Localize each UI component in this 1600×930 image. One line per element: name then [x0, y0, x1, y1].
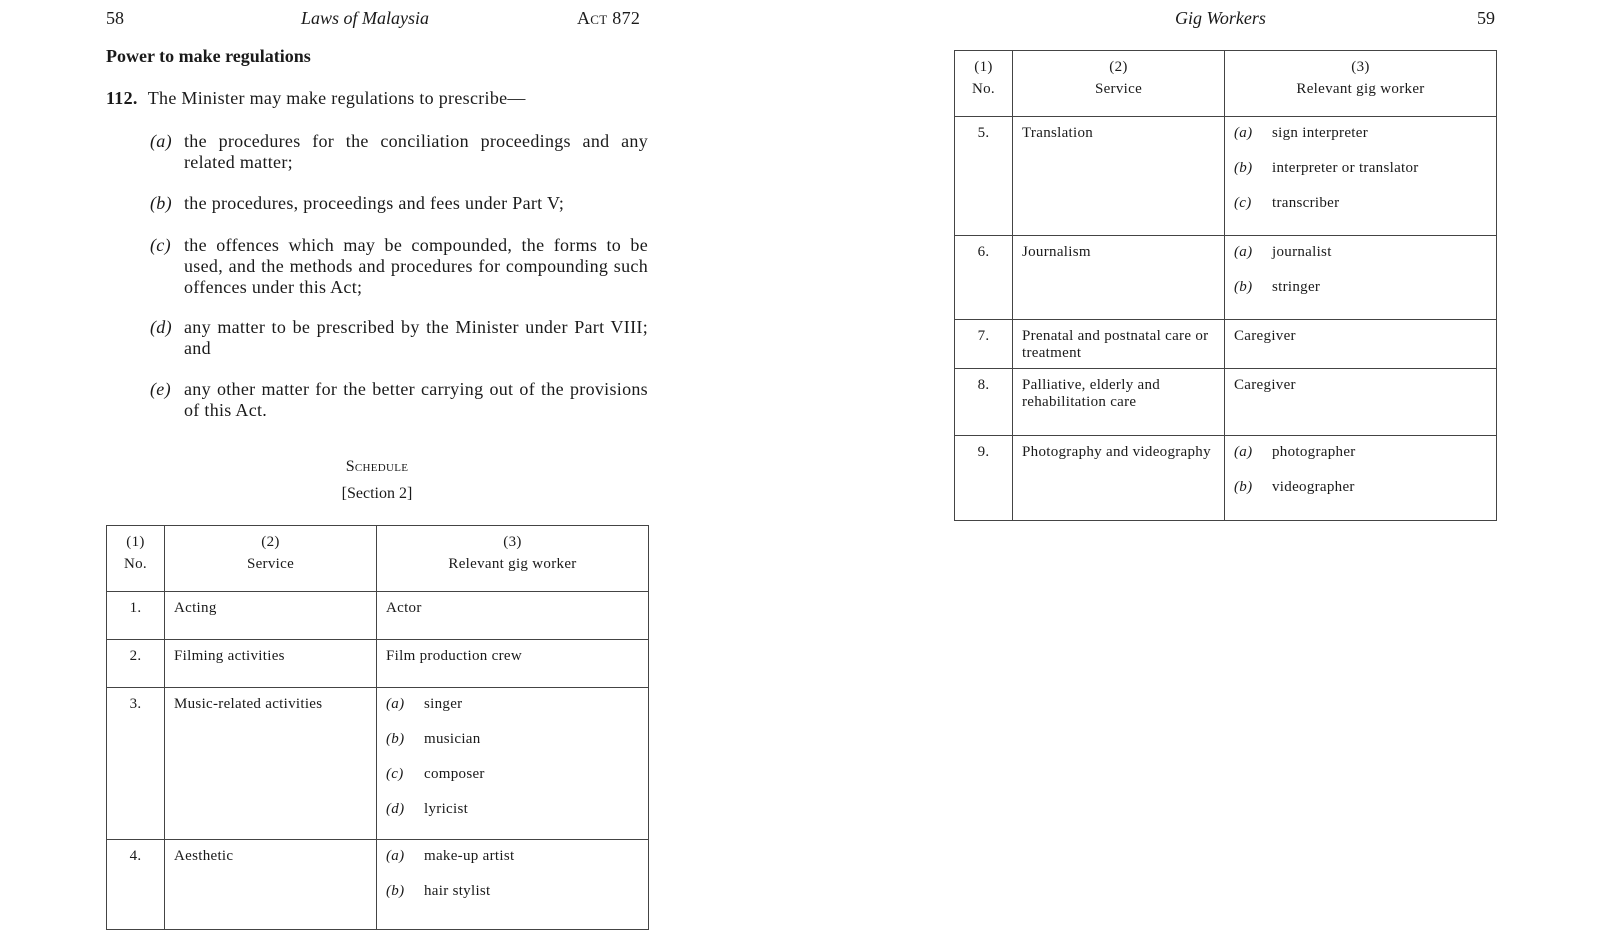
worker-item: (c) transcriber: [1234, 195, 1340, 211]
schedule-reference: [Section 2]: [341, 485, 413, 502]
row-number: 1.: [107, 592, 165, 640]
worker-item: (b) musician: [386, 731, 481, 747]
row-service: Palliative, elderly and rehabilitation care: [1013, 369, 1225, 436]
row-number: 9.: [955, 436, 1013, 521]
worker-item: (c) composer: [386, 766, 485, 782]
worker-item: (b) videographer: [1234, 479, 1355, 495]
header-service: (2) Service: [165, 526, 377, 592]
header-no: (1) No.: [107, 526, 165, 592]
running-title-right: Gig Workers: [1175, 8, 1266, 28]
table-row: [955, 117, 1497, 236]
row-worker-list: [1225, 236, 1497, 320]
paragraph-c: [106, 235, 648, 298]
row-number: 2.: [107, 640, 165, 688]
worker-item: (a) make-up artist: [386, 848, 515, 864]
row-worker-list: [377, 840, 649, 930]
row-service: Journalism: [1013, 236, 1225, 320]
header-no: (1) No.: [955, 51, 1013, 117]
page-number-right: 59: [1477, 8, 1495, 28]
paragraph-label: (a): [150, 131, 172, 151]
row-number: 6.: [955, 236, 1013, 320]
row-service: Music-related activities: [165, 688, 377, 840]
table-row: [107, 840, 649, 930]
act-number: Act 872: [577, 8, 641, 28]
paragraph-text: any other matter for the better carrying out of the provisions of this Act.: [184, 379, 648, 420]
header-service: (2) Service: [1013, 51, 1225, 117]
schedule-title: Schedule: [345, 458, 409, 475]
table-header-row: [955, 51, 1497, 117]
row-worker-list: [1225, 117, 1497, 236]
schedule-table-right: [954, 50, 1497, 521]
row-worker: Film production crew: [377, 640, 649, 688]
schedule-table-left: [106, 525, 649, 930]
row-number: 5.: [955, 117, 1013, 236]
paragraph-label: (b): [150, 193, 172, 213]
paragraph-text: the procedures, proceedings and fees under Part V;: [184, 193, 565, 213]
section-intro-text: The Minister may make regulations to prescribe—: [147, 88, 526, 108]
worker-item: (a) photographer: [1234, 444, 1356, 460]
row-service: Photography and videography: [1013, 436, 1225, 521]
table-row: [955, 236, 1497, 320]
worker-item: (b) hair stylist: [386, 883, 491, 899]
table-row: [107, 640, 649, 688]
paragraph-label: (c): [150, 235, 171, 255]
row-number: 3.: [107, 688, 165, 840]
table-row: [955, 320, 1497, 369]
row-service: Aesthetic: [165, 840, 377, 930]
worker-item: (a) sign interpreter: [1234, 125, 1369, 141]
table-row: [955, 369, 1497, 436]
section-intro: [106, 88, 526, 109]
page-number-left: 58: [106, 8, 124, 28]
worker-item: (d) lyricist: [386, 801, 469, 817]
paragraph-text: any matter to be prescribed by the Minister under Part VIII; and: [184, 317, 648, 358]
row-worker-list: [1225, 436, 1497, 521]
row-worker: Caregiver: [1225, 369, 1497, 436]
row-worker-list: [377, 688, 649, 840]
worker-item: (b) interpreter or translator: [1234, 160, 1419, 176]
header-relevant-gig-worker: (3) Relevant gig worker: [1225, 51, 1497, 117]
table-row: [107, 688, 649, 840]
table-header-row: [107, 526, 649, 592]
row-service: Prenatal and postnatal care or treatment: [1013, 320, 1225, 369]
running-title-left: Laws of Malaysia: [301, 8, 430, 28]
worker-item: (a) journalist: [1234, 244, 1332, 260]
section-number: 112.: [106, 88, 138, 108]
paragraph-d: [106, 317, 648, 359]
paragraph-text: the offences which may be compounded, the forms to be used, and the methods and procedures for compounding such offences under this Act;: [184, 235, 648, 297]
worker-item: (a) singer: [386, 696, 463, 712]
paragraph-label: (d): [150, 317, 172, 337]
row-number: 8.: [955, 369, 1013, 436]
paragraph-a: [106, 131, 648, 173]
section-heading: Power to make regulations: [106, 46, 311, 66]
row-worker: Caregiver: [1225, 320, 1497, 369]
row-service: Translation: [1013, 117, 1225, 236]
paragraph-label: (e): [150, 379, 171, 399]
header-relevant-gig-worker: (3) Relevant gig worker: [377, 526, 649, 592]
table-row: [955, 436, 1497, 521]
paragraph-b: [106, 193, 648, 214]
paragraph-text: the procedures for the conciliation proceedings and any related matter;: [184, 131, 648, 172]
row-worker: Actor: [377, 592, 649, 640]
row-service: Filming activities: [165, 640, 377, 688]
paragraph-e: [106, 379, 648, 421]
worker-item: (b) stringer: [1234, 279, 1321, 295]
table-row: [107, 592, 649, 640]
row-number: 4.: [107, 840, 165, 930]
row-number: 7.: [955, 320, 1013, 369]
row-service: Acting: [165, 592, 377, 640]
